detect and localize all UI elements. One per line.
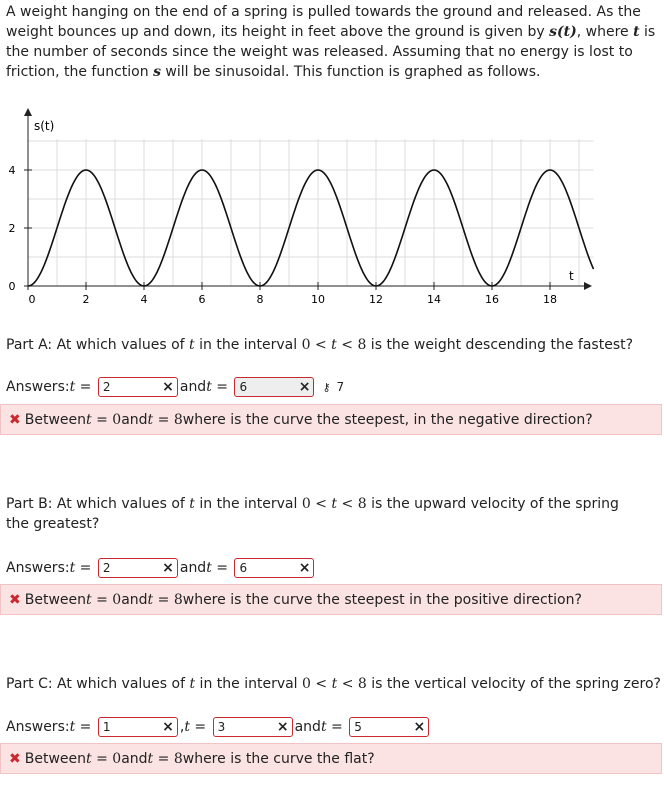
part-c-eq-2: =	[194, 719, 207, 735]
y-tick-label: 4	[8, 164, 16, 177]
part-c-interval-start: 0	[302, 676, 311, 692]
part-a-answers	[6, 375, 344, 399]
part-c-answers-label: Answers:	[6, 719, 70, 735]
part-c-answer-1-value: 1	[102, 720, 111, 734]
part-a-ans-var-t: t	[69, 379, 76, 395]
part-c-text-3: is the vertical velocity of the spring zero?	[366, 676, 661, 692]
part-a-answer-2-input[interactable]	[234, 377, 314, 397]
incorrect-x-icon: ×	[162, 379, 174, 395]
part-b-feedback-text-1: Between	[24, 591, 86, 608]
intro-text-2: , where	[576, 24, 634, 40]
part-a-var-t-2: t	[331, 337, 337, 353]
part-b-fb-eq: =	[96, 591, 108, 608]
part-a-answer-1-input[interactable]	[98, 377, 178, 397]
part-a-fb-eq-2: =	[157, 411, 170, 428]
error-icon: ✖	[9, 411, 21, 428]
part-c-fb-eq: =	[96, 750, 108, 767]
part-c-comma: ,	[179, 719, 185, 735]
intro-text-4: will be sinusoidal. This function is graphed as follows.	[160, 64, 541, 80]
part-a-feedback-text-2: where is the curve the steepest, in the negative direction?	[182, 411, 593, 428]
part-c-interval-end: 8	[357, 676, 367, 692]
part-c-ans-var-t-2: t	[184, 719, 190, 735]
part-a-interval-start: 0	[301, 337, 311, 353]
part-b-feedback-text-2: where is the curve the steepest in the positive direction?	[182, 591, 582, 608]
x-tick-label: 10	[311, 293, 325, 306]
part-c-feedback-text-2: where is the curve the flat?	[182, 750, 375, 767]
x-tick-label: 18	[543, 293, 557, 306]
y-axis-arrow	[24, 108, 32, 116]
part-b-interval-start: 0	[301, 496, 311, 512]
part-c-answer-3-value: 5	[354, 720, 362, 734]
part-c-lt-2: <	[341, 676, 354, 692]
part-b-text-1: Part B: At which values of	[6, 496, 190, 512]
part-c-fb-and: and	[121, 750, 148, 767]
part-b-lt-2: <	[341, 496, 354, 512]
part-b-answer-2-input[interactable]	[234, 558, 314, 578]
x-tick-label: 4	[140, 293, 148, 306]
part-b-fb-var-t: t	[86, 591, 92, 608]
part-b-answer-1-input[interactable]	[98, 558, 178, 578]
part-c-eq-3: =	[331, 719, 343, 735]
intro-var-st: s(t)	[549, 24, 577, 40]
part-c-answer-2-input[interactable]	[213, 717, 293, 737]
part-a-interval-end: 8	[357, 337, 367, 353]
incorrect-x-icon: ×	[162, 719, 174, 735]
y-axis-label: s(t)	[34, 119, 55, 133]
part-a-fb-and: and	[121, 411, 148, 428]
x-axis-arrow	[584, 282, 592, 290]
part-a-question	[6, 335, 633, 355]
part-b-ans-var-t-2: t	[206, 560, 212, 576]
part-c-fb-var-t: t	[86, 750, 92, 767]
part-b-feedback	[0, 584, 662, 615]
incorrect-x-icon: ×	[298, 379, 311, 395]
incorrect-x-icon: ×	[162, 560, 174, 576]
part-a-fb-zero: 0	[112, 411, 122, 428]
part-b-fb-eight: 8	[173, 591, 183, 608]
part-a-fb-eq: =	[96, 411, 108, 428]
part-a-text-1: Part A: At which values of	[6, 337, 190, 353]
part-b-text-2: in the interval	[194, 496, 302, 512]
part-a-ans-var-t-2: t	[206, 379, 212, 395]
part-a-answer-2-value: 6	[239, 380, 248, 394]
part-c-feedback	[0, 743, 662, 774]
part-c-ans-var-t-3: t	[320, 719, 327, 735]
part-b-answer-2-value: 6	[239, 561, 248, 575]
x-axis-label: t	[569, 269, 574, 283]
y-tick-label: 0	[8, 280, 16, 293]
part-b-interval-end: 8	[357, 496, 367, 512]
part-c-var-t-2: t	[331, 676, 338, 692]
incorrect-x-icon: ×	[298, 560, 311, 576]
part-c-fb-eight: 8	[173, 750, 183, 767]
intro-var-t: t	[633, 24, 640, 40]
part-c-fb-zero: 0	[112, 750, 122, 767]
part-c-text-1: Part C: At which values of	[6, 676, 190, 692]
x-tick-label: 14	[427, 293, 441, 306]
part-b-fb-eq-2: =	[157, 591, 170, 608]
part-c-var-t: t	[189, 676, 196, 692]
problem-intro	[6, 2, 660, 82]
part-c-answer-1-input[interactable]	[98, 717, 178, 737]
part-c-question	[6, 674, 661, 694]
error-icon: ✖	[9, 591, 21, 608]
part-b-ans-var-t: t	[69, 560, 76, 576]
intro-text-3: is the number of seconds since the weight was released. Assuming that no energy is lost to friction, the function	[6, 24, 656, 80]
x-tick-label: 0	[28, 293, 36, 306]
error-icon: ✖	[9, 750, 21, 767]
part-a-extra-answer	[322, 380, 344, 394]
part-a-lt-2: <	[341, 337, 353, 353]
part-b-answers-label: Answers:	[6, 560, 70, 576]
part-c-answer-2-value: 3	[217, 720, 226, 734]
part-a-answer-1-value: 2	[102, 380, 111, 394]
x-tick-label: 6	[198, 293, 206, 306]
part-b-answers	[6, 556, 316, 580]
sinusoid-graph	[0, 104, 600, 309]
part-c-text-2: in the interval	[195, 676, 303, 692]
part-a-eq-1: =	[79, 379, 92, 395]
part-c-ans-var-t: t	[69, 719, 76, 735]
part-a-answers-label: Answers:	[6, 379, 70, 395]
y-tick-label: 2	[8, 222, 16, 235]
part-a-lt-1: <	[314, 337, 327, 353]
part-a-text-3: is the weight descending the fastest?	[366, 337, 634, 353]
part-a-var-t: t	[189, 337, 195, 353]
part-b-text-3: is the upward velocity of the spring the greatest?	[6, 496, 619, 532]
part-b-question	[6, 494, 646, 534]
part-b-eq-2: =	[216, 560, 229, 576]
incorrect-x-icon: ×	[413, 719, 426, 735]
part-a-feedback	[0, 404, 662, 435]
key-icon: ⚷	[322, 380, 331, 394]
part-b-and: and	[179, 560, 207, 576]
part-a-fb-var-t-2: t	[147, 411, 154, 428]
part-a-answer-3-value: 7	[336, 380, 345, 394]
part-c-feedback-text-1: Between	[24, 750, 86, 767]
part-b-eq-1: =	[79, 560, 92, 576]
part-b-lt-1: <	[315, 496, 327, 512]
part-c-fb-eq-2: =	[157, 750, 170, 767]
part-c-answer-3-input[interactable]	[349, 717, 429, 737]
intro-text-1: A weight hanging on the end of a spring is pulled towards the ground and released. As the weight bounces up and down, its height in feet above the ground is given by	[6, 4, 641, 40]
part-b-fb-var-t-2: t	[147, 591, 154, 608]
part-a-eq-2: =	[216, 379, 229, 395]
part-c-answers	[6, 715, 431, 739]
x-tick-label: 8	[256, 293, 264, 306]
part-b-var-t-2: t	[331, 496, 338, 512]
part-c-fb-var-t-2: t	[147, 750, 154, 767]
x-tick-label: 12	[369, 293, 383, 306]
part-b-var-t: t	[189, 496, 195, 512]
part-a-and: and	[179, 379, 207, 395]
part-a-feedback-text-1: Between	[24, 411, 86, 428]
x-tick-label: 2	[82, 293, 90, 306]
part-c-eq-1: =	[79, 719, 92, 735]
part-b-fb-and: and	[121, 591, 148, 608]
part-a-fb-eight: 8	[173, 411, 183, 428]
part-b-fb-zero: 0	[112, 591, 122, 608]
incorrect-x-icon: ×	[276, 719, 289, 735]
part-a-fb-var-t: t	[86, 411, 92, 428]
part-c-lt-1: <	[315, 676, 328, 692]
part-c-and: and	[294, 719, 321, 735]
intro-var-s: s	[153, 64, 161, 80]
part-b-answer-1-value: 2	[102, 561, 111, 575]
part-a-text-2: in the interval	[194, 337, 302, 353]
x-tick-label: 16	[485, 293, 499, 306]
